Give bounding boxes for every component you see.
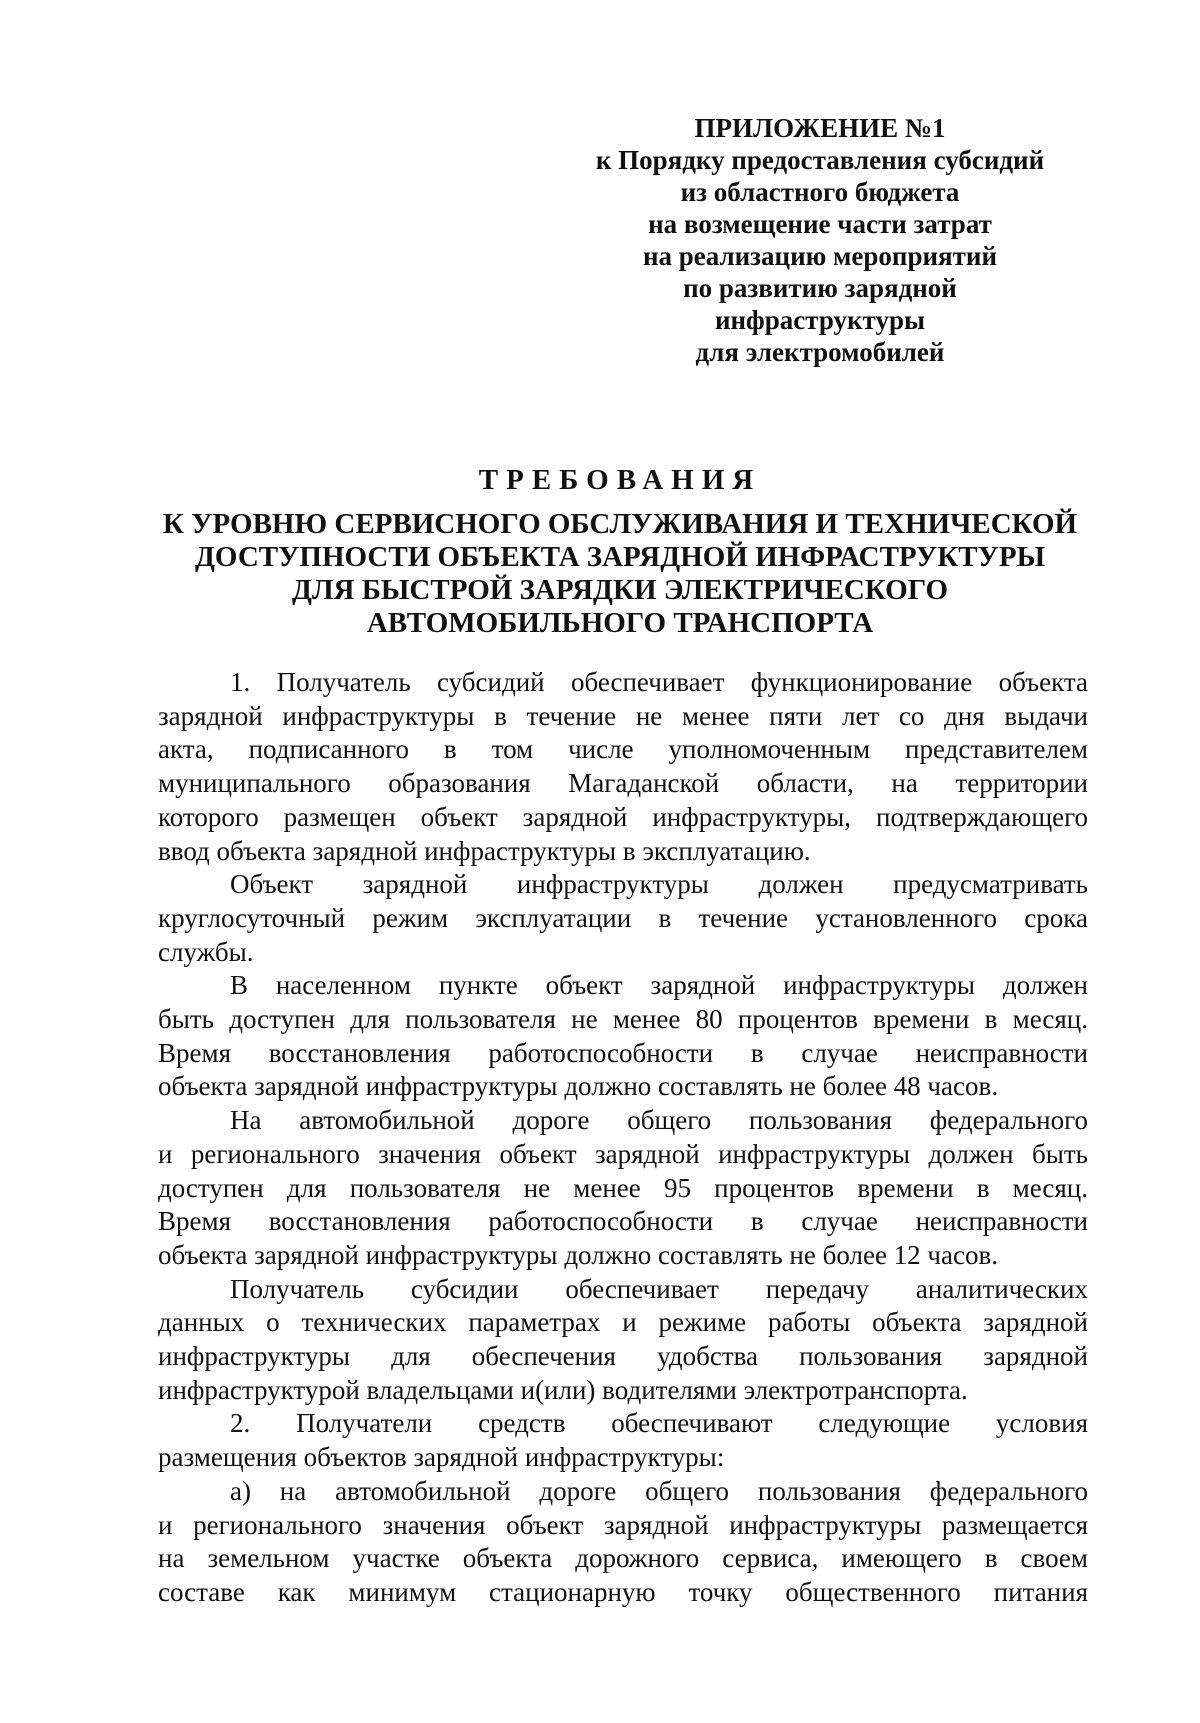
body-line: объекта зарядной инфраструктуры должно составлять не более 12 часов. <box>158 1239 998 1270</box>
body-line: инфраструктуры для обеспечения удобства пользования зарядной <box>158 1341 1088 1372</box>
body-line: Время восстановления работоспособности в случае неисправности <box>158 1037 1088 1068</box>
body-line: службы. <box>158 936 254 967</box>
body-line: инфраструктурой владельцами и(или) водителями электротранспорта. <box>158 1374 968 1405</box>
body-line: размещения объектов зарядной инфраструктуры: <box>158 1442 725 1473</box>
body-line: Объект зарядной инфраструктуры должен предусматривать <box>230 869 1088 900</box>
body-line: круглосуточный режим эксплуатации в течение установленного срока <box>158 902 1088 933</box>
title-line: АВТОМОБИЛЬНОГО ТРАНСПОРТА <box>366 607 874 639</box>
body-line: зарядной инфраструктуры в течение не менее пяти лет со дня выдачи <box>158 700 1088 731</box>
title-line: ДОСТУПНОСТИ ОБЪЕКТА ЗАРЯДНОЙ ИНФРАСТРУКТУРЫ <box>194 541 1046 573</box>
body-line: муниципального образования Магаданской области, на территории <box>158 768 1088 799</box>
body-line: ввод объекта зарядной инфраструктуры в эксплуатацию. <box>158 835 811 866</box>
appendix-line: инфраструктуры <box>714 305 926 335</box>
body-line: а) на автомобильной дороге общего пользования федерального <box>230 1475 1088 1506</box>
body-text <box>158 666 1088 1610</box>
body-line: 2. Получатели средств обеспечивают следующие условия <box>230 1408 1088 1439</box>
title-line: К УРОВНЮ СЕРВИСНОГО ОБСЛУЖИВАНИЯ И ТЕХНИЧЕСКОЙ <box>162 508 1078 540</box>
title-line: ДЛЯ БЫСТРОЙ ЗАРЯДКИ ЭЛЕКТРИЧЕСКОГО <box>292 574 948 606</box>
body-line: и регионального значения объект зарядной инфраструктуры размещается <box>158 1509 1088 1540</box>
body-line: 1. Получатель субсидий обеспечивает функционирование объекта <box>230 667 1088 697</box>
appendix-line: к Порядку предоставления субсидий <box>595 145 1045 175</box>
body-line: составе как минимум стационарную точку общественного питания <box>158 1576 1088 1607</box>
appendix-line: на реализацию мероприятий <box>642 241 998 271</box>
body-line: Время восстановления работоспособности в случае неисправности <box>158 1206 1088 1237</box>
appendix-line: по развитию зарядной <box>683 273 957 303</box>
appendix-line: из областного бюджета <box>680 177 960 207</box>
body-line: акта, подписанного в том числе уполномоченным представителем <box>158 734 1088 765</box>
title-heading: ТРЕБОВАНИЯ <box>478 464 762 496</box>
appendix-header <box>560 112 1080 368</box>
body-line: Получатель субсидии обеспечивает передачу аналитических <box>230 1273 1088 1304</box>
body-line: данных о технических параметрах и режиме работы объекта зарядной <box>158 1307 1088 1338</box>
body-line: которого размещен объект зарядной инфраструктуры, подтверждающего <box>158 801 1088 832</box>
appendix-line: на возмещение части затрат <box>648 209 992 239</box>
appendix-line: для электромобилей <box>695 337 945 367</box>
body-line: на земельном участке объекта дорожного сервиса, имеющего в своем <box>158 1543 1088 1574</box>
document-title <box>140 462 1100 640</box>
body-line: На автомобильной дороге общего пользования федерального <box>230 1105 1088 1136</box>
body-line: объекта зарядной инфраструктуры должно составлять не более 48 часов. <box>158 1071 998 1102</box>
body-line: В населенном пункте объект зарядной инфраструктуры должен <box>230 970 1088 1001</box>
body-line: доступен для пользователя не менее 95 процентов времени в месяц. <box>158 1172 1088 1203</box>
appendix-title: ПРИЛОЖЕНИЕ №1 <box>694 113 946 143</box>
body-line: быть доступен для пользователя не менее 80 процентов времени в месяц. <box>158 1004 1088 1035</box>
body-line: и регионального значения объект зарядной инфраструктуры должен быть <box>158 1138 1088 1169</box>
